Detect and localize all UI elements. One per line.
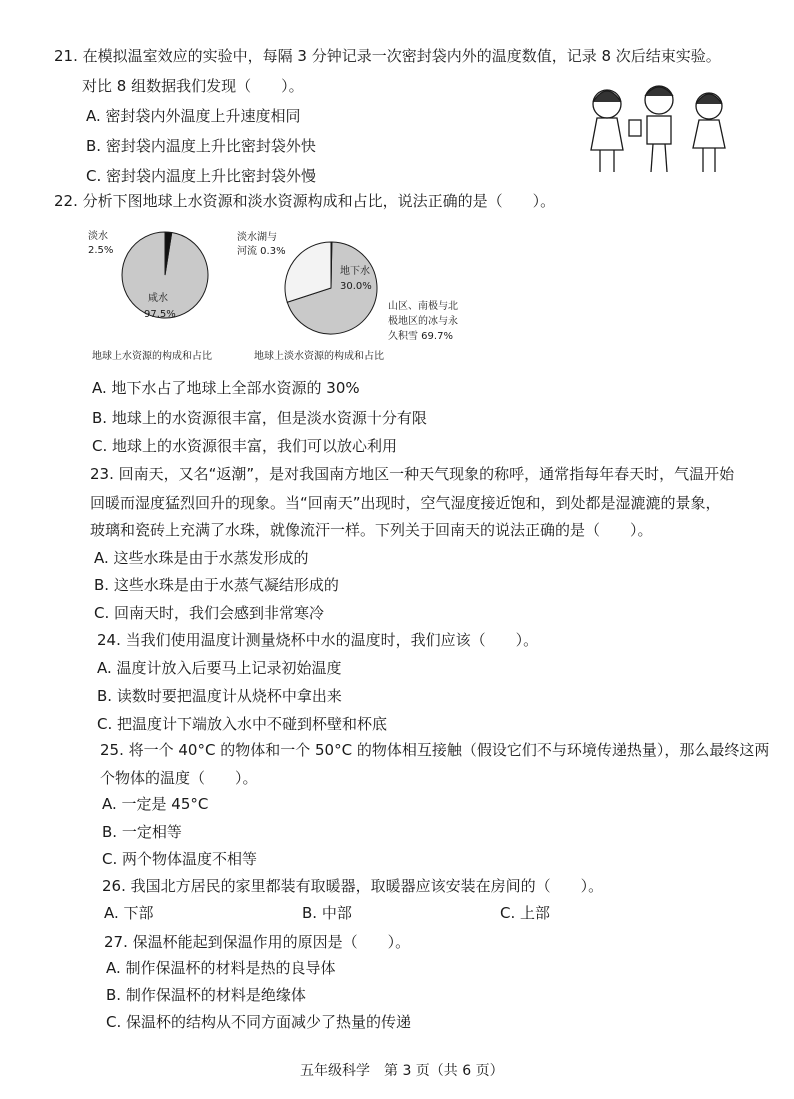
q24-option-b: B. 读数时要把温度计从烧杯中拿出来 bbox=[97, 687, 342, 705]
q23-stem-line2: 回暖而湿度猛烈回升的现象。当“回南天”出现时，空气湿度接近饱和，到处都是湿漉漉的景象， bbox=[90, 494, 721, 512]
q23-option-b: B. 这些水珠是由于水蒸气凝结形成的 bbox=[94, 576, 339, 594]
q25-stem-line1: 25. 将一个 40°C 的物体和一个 50°C 的物体相互接触（假设它们不与环境传递热量），那么最终这两 bbox=[100, 741, 770, 759]
q21-stem-line2: 对比 8 组数据我们发现（ ）。 bbox=[82, 77, 304, 95]
q24-option-a: A. 温度计放入后要马上记录初始温度 bbox=[97, 659, 342, 677]
q21-option-b: B. 密封袋内温度上升比密封袋外快 bbox=[86, 137, 316, 155]
q21-stem-line1: 21. 在模拟温室效应的实验中，每隔 3 分钟记录一次密封袋内外的温度数值，记录 8 次后结束实验。 bbox=[54, 47, 721, 65]
q21-option-c: C. 密封袋内温度上升比密封袋外慢 bbox=[86, 167, 317, 185]
q27-option-c: C. 保温杯的结构从不同方面减少了热量的传递 bbox=[106, 1013, 412, 1031]
q25-option-c: C. 两个物体温度不相等 bbox=[102, 850, 258, 868]
q24-option-c: C. 把温度计下端放入水中不碰到杯壁和杯底 bbox=[97, 715, 388, 733]
pie1-fresh-pct: 2.5% bbox=[88, 245, 114, 256]
pie2-caption: 地球上淡水资源的构成和占比 bbox=[254, 351, 384, 362]
q25-stem-line2: 个物体的温度（ ）。 bbox=[100, 769, 258, 787]
q23-option-c: C. 回南天时，我们会感到非常寒冷 bbox=[94, 604, 325, 622]
pie2-ground-label: 地下水 bbox=[340, 266, 370, 277]
q25-option-b: B. 一定相等 bbox=[102, 823, 182, 841]
pie1-caption: 地球上水资源的构成和占比 bbox=[92, 351, 212, 362]
q26-option-c: C. 上部 bbox=[500, 904, 551, 922]
q26-option-a: A. 下部 bbox=[104, 904, 154, 922]
q22-option-a: A. 地下水占了地球上全部水资源的 30% bbox=[92, 379, 360, 397]
q27-option-a: A. 制作保温杯的材料是热的良导体 bbox=[106, 959, 336, 977]
children-illustration bbox=[585, 80, 735, 180]
water-resources-pie-chart bbox=[120, 230, 210, 320]
q23-stem-line1: 23. 回南天，又名“返潮”，是对我国南方地区一种天气现象的称呼，通常指每年春天时，气温开始 bbox=[90, 465, 735, 483]
pie1-fresh-label: 淡水 bbox=[88, 231, 108, 242]
page-footer: 五年级科学 第 3 页（共 6 页） bbox=[300, 1063, 504, 1079]
q27-option-b: B. 制作保温杯的材料是绝缘体 bbox=[106, 986, 306, 1004]
pie2-lake-label-line1: 淡水湖与 bbox=[237, 232, 277, 243]
q22-option-c: C. 地球上的水资源很丰富，我们可以放心利用 bbox=[92, 437, 398, 455]
q25-option-a: A. 一定是 45°C bbox=[102, 795, 209, 813]
pie1-salt-label: 咸水 bbox=[148, 293, 168, 304]
q22-stem: 22. 分析下图地球上水资源和淡水资源构成和占比，说法正确的是（ ）。 bbox=[54, 192, 556, 210]
pie2-ice-label-line2: 极地区的冰与永 bbox=[388, 316, 458, 327]
pie1-salt-pct: 97.5% bbox=[144, 309, 176, 320]
q24-stem: 24. 当我们使用温度计测量烧杯中水的温度时，我们应该（ ）。 bbox=[97, 631, 539, 649]
pie2-ice-label-line1: 山区、南极与北 bbox=[388, 301, 458, 312]
pie2-ground-pct: 30.0% bbox=[340, 281, 372, 292]
q27-stem: 27. 保温杯能起到保温作用的原因是（ ）。 bbox=[104, 933, 411, 951]
q21-option-a: A. 密封袋内外温度上升速度相同 bbox=[86, 107, 301, 125]
q23-stem-line3: 玻璃和瓷砖上充满了水珠，就像流汗一样。下列关于回南天的说法正确的是（ ）。 bbox=[90, 521, 653, 539]
q26-option-b: B. 中部 bbox=[302, 904, 352, 922]
q26-stem: 26. 我国北方居民的家里都装有取暖器，取暖器应该安装在房间的（ ）。 bbox=[102, 877, 604, 895]
q22-option-b: B. 地球上的水资源很丰富，但是淡水资源十分有限 bbox=[92, 409, 427, 427]
pie2-ice-label-line3: 久积雪 69.7% bbox=[388, 331, 453, 342]
pie2-lake-label-line2: 河流 0.3% bbox=[237, 246, 286, 257]
q23-option-a: A. 这些水珠是由于水蒸发形成的 bbox=[94, 549, 309, 567]
